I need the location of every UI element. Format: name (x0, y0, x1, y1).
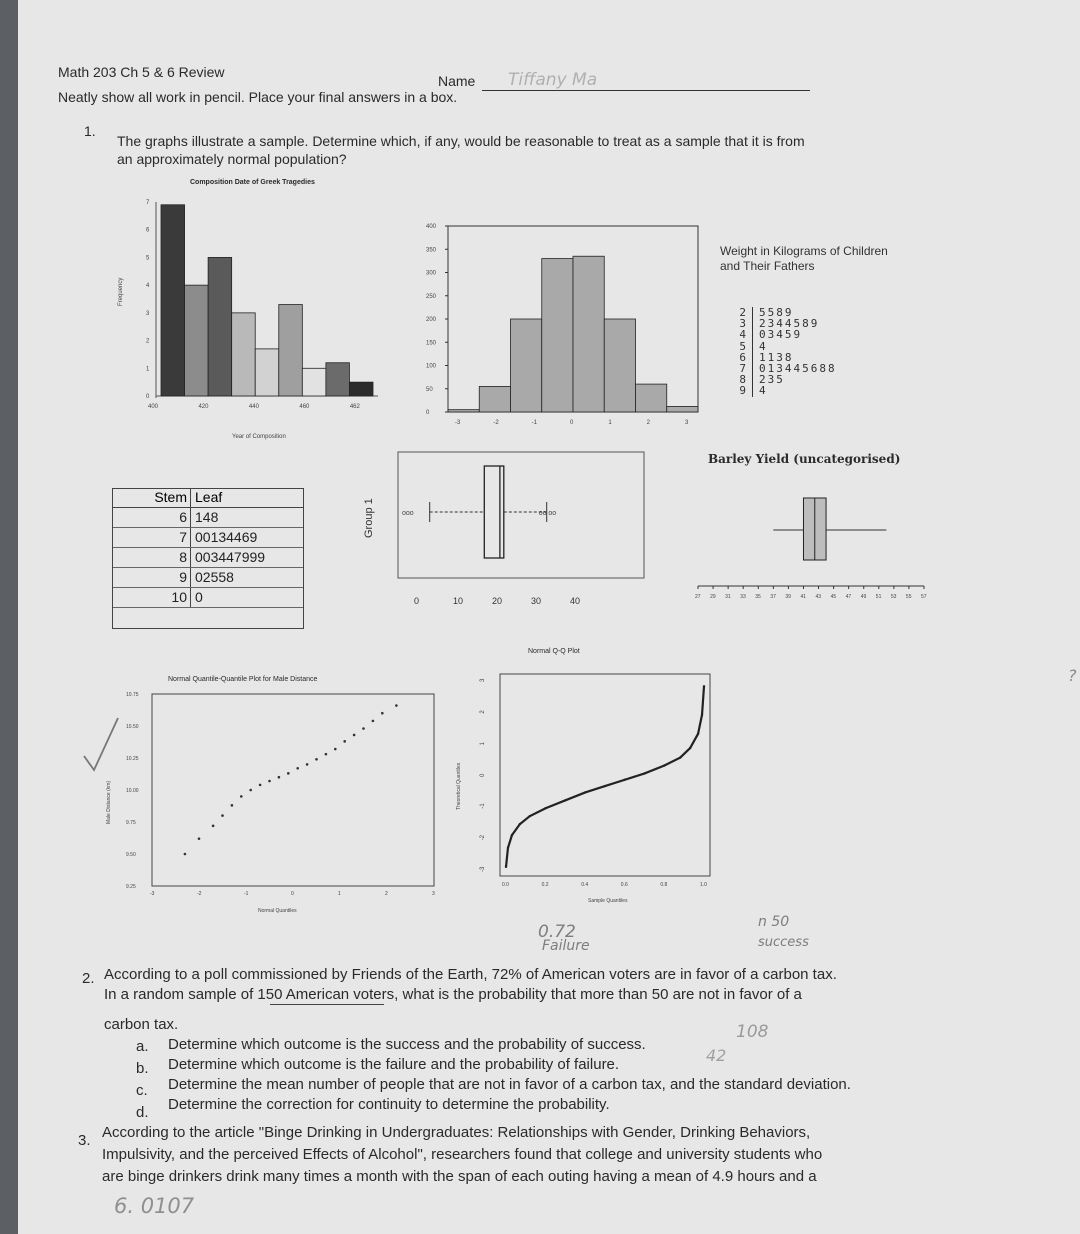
qq2-point (663, 764, 665, 766)
qq1-point (353, 734, 356, 737)
qq1-point (278, 776, 281, 779)
histogram2-xtick: 3 (685, 420, 689, 426)
qq2-point (505, 866, 507, 868)
q2a-label: a. (136, 1038, 149, 1055)
boxplot2-xtick: 43 (815, 594, 822, 600)
histogram2-ytick: 100 (426, 363, 437, 370)
qq1-xtick: 1 (338, 891, 341, 897)
histogram1-bar (255, 349, 279, 396)
boxplot2-xtick: 33 (740, 594, 746, 600)
q2-text-line2: In a random sample of 150 American voters, what is the probability that more than 50 are not in favor of a (104, 986, 802, 1003)
qq2-title: Normal Q-Q Plot (528, 648, 580, 655)
q2a-answer: 108 (736, 1022, 769, 1042)
histogram1-xtick: 420 (198, 404, 209, 410)
qq2-xtick: 0.0 (502, 882, 509, 888)
stemplot2-stem: 7 (113, 528, 191, 547)
qq1-point (249, 789, 252, 792)
qq2-ytick: 2 (480, 710, 486, 714)
histogram2-ytick: 200 (426, 317, 437, 323)
qq1-title: Normal Quantile-Quantile Plot for Male Distance (168, 676, 318, 683)
q2b-label: b. (136, 1060, 149, 1077)
qq1-frame (152, 694, 434, 886)
qq1-point (381, 712, 384, 715)
q2b-text: Determine which outcome is the failure and the probability of failure. (168, 1056, 620, 1073)
qq1-ytick: 10.50 (126, 724, 139, 730)
q3-text-line2: Impulsivity, and the perceived Effects of Alcohol", researchers found that college and university students who (102, 1146, 823, 1163)
stemplot1-stem: 7 (732, 363, 753, 374)
stemplot2-leaf: 00134469 (195, 529, 258, 545)
qq2-point (689, 747, 691, 749)
stemplot2-header-leaf: Leaf (195, 489, 223, 505)
boxplot2-xtick: 49 (860, 594, 867, 600)
q2b-answer: 42 (706, 1046, 727, 1065)
qq2-points-curve (506, 686, 704, 867)
q2d-label: d. (136, 1104, 149, 1121)
stemplot2-rows (113, 508, 303, 608)
qq2-point (507, 847, 509, 849)
qq1-xtick: 2 (385, 891, 388, 897)
qq1-point (395, 704, 398, 707)
histogram1-xlabel: Year of Composition (232, 434, 286, 440)
qq2-ytick: -2 (480, 834, 486, 841)
qq2-ytick: -3 (480, 866, 486, 872)
stemplot1-stem: 5 (732, 341, 753, 352)
qq1-chart (100, 684, 440, 916)
qq2-ytick: 1 (480, 741, 486, 746)
qq2-chart (448, 660, 718, 906)
qq1-xtick: 0 (291, 891, 294, 897)
name-handwritten: Tiffany Ma (508, 70, 598, 90)
stemplot2-blank-row (113, 608, 303, 628)
histogram1-ylabel: Frequency (118, 277, 124, 306)
boxplot2-xtick: 39 (785, 594, 791, 600)
stemplot2-header-stem: Stem (113, 489, 191, 507)
stemplot1-stem: 6 (732, 352, 753, 363)
q1-text-line1: The graphs illustrate a sample. Determine which, if any, would be reasonable to treat as a sample that it is from (117, 133, 805, 149)
boxplot1-xtick: 0 (414, 596, 420, 606)
histogram2-ytick: 400 (426, 224, 437, 230)
stemplot2-row (113, 568, 303, 588)
histogram1-ytick: 5 (146, 255, 150, 262)
stemplot2-stem: 8 (113, 548, 191, 567)
boxplot2-xtick: 31 (725, 594, 731, 600)
histogram2-xtick: 2 (646, 420, 651, 426)
boxplot1-outliers-left: ooo (402, 510, 414, 517)
histogram2-bar (448, 410, 479, 412)
annotation-failure: Failure (542, 938, 590, 954)
stemplot1-leaf: 03459 (759, 328, 803, 342)
qq1-point (221, 814, 224, 817)
qq1-ytick: 10.25 (126, 756, 139, 762)
histogram2-ytick: 50 (426, 386, 433, 393)
histogram1-xtick: 460 (299, 404, 310, 410)
qq1-point (231, 804, 234, 807)
q3-text-line3: are binge drinkers drink many times a month with the span of each outing having a mean of 4.9 hours and a (102, 1168, 817, 1185)
histogram1-chart (116, 188, 388, 440)
histogram2-xtick: -1 (531, 420, 538, 426)
stemplot1-stem: 9 (732, 385, 753, 396)
q2c-text: Determine the mean number of people that are not in favor of a carbon tax, and the standard deviation. (168, 1076, 851, 1093)
qq1-ytick: 9.50 (126, 852, 136, 858)
histogram1-bar (232, 313, 256, 396)
stemplot2-row (113, 588, 303, 608)
qq1-ytick: 9.25 (126, 884, 136, 890)
histogram1-ytick: 2 (146, 338, 150, 345)
margin-mark: ? (1068, 666, 1077, 685)
histogram2-ytick: 300 (426, 270, 437, 277)
boxplot1-group-label: Group 1 (363, 498, 375, 538)
name-label: Name (438, 73, 476, 89)
stemplot2-row (113, 548, 303, 568)
qq1-point (240, 795, 243, 798)
stemplot1-row (732, 374, 837, 385)
stemplot2-leaf: 02558 (195, 569, 234, 585)
boxplot2-xtick: 53 (890, 594, 897, 600)
qq1-point (296, 767, 299, 770)
histogram1-ytick: 3 (146, 310, 150, 317)
histogram2-bar (636, 384, 667, 412)
boxplot1-chart (354, 448, 654, 616)
boxplot1-frame (398, 452, 644, 578)
qq2-point (701, 714, 703, 716)
qq2-ylabel: Theoretical Quantiles (456, 762, 462, 810)
qq1-point (343, 740, 346, 743)
boxplot2-xtick: 35 (755, 594, 761, 600)
qq2-ytick: -1 (480, 803, 486, 809)
qq1-point (306, 763, 309, 766)
histogram1-bar (302, 368, 326, 396)
stemplot2-stem: 6 (113, 508, 191, 527)
qq1-xlabel: Normal Quantiles (258, 908, 297, 914)
histogram2-ytick: 350 (426, 247, 437, 254)
qq2-xtick: 0.8 (660, 882, 668, 888)
histogram1-bar (326, 363, 350, 396)
qq1-point (259, 784, 262, 787)
q2-text-line3: carbon tax. (104, 1016, 179, 1033)
stemplot1-stem: 4 (732, 329, 753, 340)
stemplot1-row (732, 385, 837, 396)
q2-underline (270, 1004, 384, 1005)
stemplot1-stem: 2 (732, 307, 753, 318)
qq1-point (212, 825, 215, 828)
q3-answer: 6. 0107 (114, 1194, 195, 1218)
stemplot2-row (113, 508, 303, 528)
qq1-point (334, 748, 337, 751)
qq2-point (584, 791, 586, 793)
qq1-xtick: -1 (244, 891, 249, 897)
histogram2-xtick: 0 (570, 420, 574, 426)
stemplot2-stem: 10 (113, 588, 191, 607)
boxplot1-xtick: 20 (492, 596, 503, 606)
qq2-point (624, 779, 626, 781)
histogram1-bar (349, 382, 373, 396)
stemplot1-leaf: 4 (759, 339, 768, 353)
qq1-point (184, 853, 187, 856)
boxplot2-xtick: 37 (770, 594, 776, 600)
qq2-ytick: 3 (480, 678, 486, 682)
qq1-point (198, 837, 201, 840)
stemplot1-row (732, 329, 837, 340)
stemplot1-stem: 8 (732, 374, 753, 385)
histogram1-ytick: 7 (146, 200, 150, 206)
boxplot1-box (484, 466, 504, 558)
boxplot1-xtick: 30 (531, 596, 542, 606)
boxplot2-xtick: 55 (905, 594, 912, 600)
histogram2-bar (604, 319, 635, 412)
qq2-point (519, 823, 521, 825)
histogram1-bar (279, 305, 303, 396)
boxplot2-xtick: 41 (800, 594, 807, 600)
histogram1-xtick: 440 (248, 404, 259, 410)
histogram2-ytick: 0 (426, 410, 430, 416)
stemplot1-title-line1 (720, 244, 890, 274)
histogram1-xtick: 400 (148, 404, 159, 410)
annotation-n: n 50 (758, 914, 790, 930)
histogram1-bar (208, 257, 232, 396)
annotation-p: 0.72 (538, 922, 576, 942)
qq2-xlabel: Sample Quantiles (588, 898, 628, 904)
q2a-text: Determine which outcome is the success and the probability of success. (168, 1036, 646, 1053)
boxplot1-xtick: 40 (570, 596, 581, 606)
qq2-point (544, 807, 546, 809)
qq2-point (604, 785, 606, 787)
boxplot2-xtick: 29 (710, 594, 716, 600)
boxplot2-xtick: 27 (695, 594, 701, 600)
qq1-point (268, 780, 271, 783)
q2-number: 2. (82, 970, 95, 987)
q2d-text: Determine the correction for continuity to determine the probability. (168, 1096, 610, 1113)
boxplot2-title: Barley Yield (uncategorised) (708, 452, 901, 466)
stemplot1-stem: 3 (732, 318, 753, 329)
stemplot2-leaf: 0 (195, 589, 203, 605)
qq2-point (643, 772, 645, 774)
qq1-point (325, 753, 328, 756)
name-line (482, 90, 810, 91)
histogram1-title: Composition Date of Greek Tragedies (190, 179, 315, 186)
qq1-point (315, 758, 318, 761)
stemplot2-stem: 9 (113, 568, 191, 587)
qq1-xtick: 3 (432, 891, 435, 897)
histogram2-ytick: 150 (426, 340, 437, 347)
qq2-xtick: 0.2 (541, 882, 549, 888)
stemplot1-leaf: 1138 (759, 350, 794, 364)
histogram2-xtick: -3 (455, 420, 461, 426)
qq2-ytick: 0 (480, 773, 486, 777)
check-mark-icon (82, 716, 122, 772)
qq1-point (287, 772, 290, 775)
qq2-point (697, 733, 699, 735)
stemplot1-leaf: 5589 (759, 306, 794, 319)
qq1-point (362, 727, 365, 730)
q1-number: 1. (84, 123, 96, 139)
q2-text-line1: According to a poll commissioned by Friends of the Earth, 72% of American voters are in favor of a carbon tax. (104, 966, 837, 983)
qq1-ylabel: Male Distance (km) (106, 780, 112, 824)
stemplot1-title: Weight in Kilograms of Children and Their Fathers (720, 244, 888, 273)
stemplot1 (732, 307, 837, 397)
histogram2-bar (511, 319, 542, 412)
qq1-ytick: 10.00 (126, 788, 139, 794)
stemplot2-table (112, 488, 304, 629)
qq2-point (529, 815, 531, 817)
stemplot1-leaf: 4 (759, 384, 768, 398)
q3-text-line1: According to the article "Binge Drinking in Undergraduates: Relationships with Gender, Drinking Behaviors, (102, 1124, 811, 1141)
stemplot2-row (113, 528, 303, 548)
histogram2-bar (667, 406, 698, 412)
stemplot1-leaf: 2344589 (759, 317, 820, 331)
qq1-ytick: 9.75 (126, 820, 136, 826)
boxplot2-xtick: 47 (845, 594, 852, 600)
histogram2-bar (573, 256, 604, 412)
histogram2-bar (542, 259, 573, 412)
boxplot2-xtick: 45 (830, 594, 837, 600)
qq2-xtick: 1.0 (700, 882, 707, 888)
boxplot2-xtick: 57 (921, 594, 927, 600)
qq2-point (564, 799, 566, 801)
boxplot1-outliers-right: oo oo (538, 510, 557, 517)
stemplot1-leaf: 235 (759, 373, 785, 387)
qq1-xtick: -2 (197, 891, 202, 897)
histogram1-bar (161, 205, 185, 396)
q2c-label: c. (136, 1082, 148, 1099)
instructions: Neatly show all work in pencil. Place your final answers in a box. (58, 89, 458, 105)
qq1-ytick: 10.75 (126, 692, 139, 698)
qq2-xtick: 0.4 (581, 882, 589, 888)
boxplot1-xtick: 10 (453, 596, 464, 606)
histogram2-xtick: -2 (493, 420, 499, 426)
qq1-point (372, 720, 375, 723)
qq1-xtick: -3 (150, 891, 155, 897)
boxplot2-xtick: 51 (875, 594, 882, 600)
histogram2-bar (479, 386, 510, 412)
stemplot1-leaf: 013445688 (759, 361, 837, 375)
q1-text-line2: an approximately normal population? (117, 151, 347, 167)
stemplot2-header (113, 489, 303, 508)
stemplot2-leaf: 148 (195, 509, 219, 525)
stemplot2-leaf: 003447999 (195, 549, 266, 565)
histogram1-ytick: 4 (146, 283, 150, 290)
qq2-point (703, 685, 705, 687)
qq2-xtick: 0.6 (620, 882, 628, 888)
histogram2-ytick: 250 (426, 293, 437, 300)
course-title: Math 203 Ch 5 & 6 Review (58, 64, 225, 80)
qq2-frame (500, 674, 710, 876)
histogram1-bar (185, 285, 209, 396)
histogram2-chart (398, 216, 708, 434)
worksheet-page (18, 0, 1080, 1234)
qq2-point (511, 834, 513, 836)
histogram1-ytick: 6 (146, 227, 150, 234)
histogram1-xtick: 462 (349, 404, 360, 410)
boxplot2-chart (678, 470, 930, 610)
histogram1-ytick: 1 (146, 366, 150, 373)
histogram1-ytick: 0 (146, 394, 150, 400)
q3-number: 3. (78, 1132, 91, 1149)
histogram2-xtick: 1 (608, 420, 612, 426)
annotation-success: success (758, 935, 809, 950)
qq2-point (679, 756, 681, 758)
